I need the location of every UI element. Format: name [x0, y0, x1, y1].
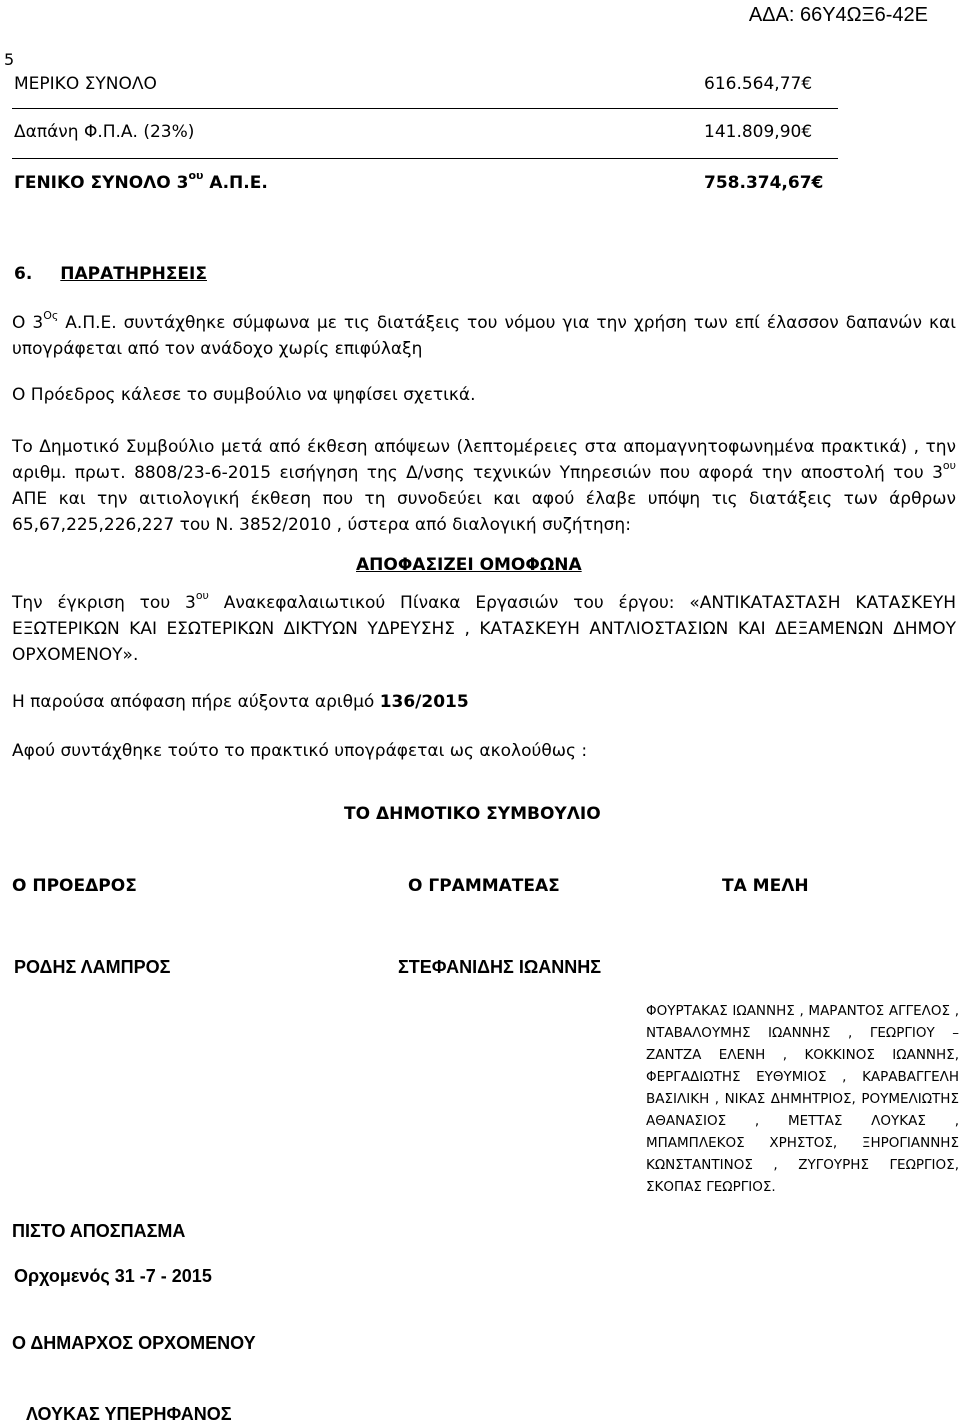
decision-number-text: Η παρούσα απόφαση πήρε αύξοντα αριθμό 136/2015	[12, 692, 469, 712]
mayor-name: ΛΟΥΚΑΣ ΥΠΕΡΗΦΑΝΟΣ	[26, 1404, 232, 1424]
council-paragraph: Το Δημοτικό Συμβούλιο μετά από έκθεση απόψεων (λεπτομέρειες στα απομαγνητοφωνημένα πρακτικά) , την αριθμ. πρωτ. 8808/23-6-2015 εισήγηση της Δ/νσης τεχνικών Υπηρεσιών που αφορά την αποστολή του $3^{o\upsilon}$ ΑΠΕ και την αιτιολογική έκθεση που τη συνοδεύει και αφού έλαβε υπόψη τις διατάξεις των άρθρων 65,67,225,226,227 του Ν. 3852/2010 , ύστερα από διαλογική συζήτηση:	[12, 437, 956, 535]
decision-heading: ΑΠΟΦΑΣΙΖΕΙ ΟΜΟΦΩΝΑ	[356, 555, 582, 575]
president-call-text: Ο Πρόεδρος κάλεσε το συμβούλιο να ψηφίσει σχετικά.	[12, 385, 476, 405]
fpa-label: Δαπάνη Φ.Π.Α. (23%)	[14, 122, 195, 142]
role-president: Ο ΠΡΟΕΔΡΟΣ	[12, 876, 137, 896]
mayor-title: Ο ΔΗΜΑΡΧΟΣ ΟΡΧΟΜΕΝΟΥ	[12, 1333, 256, 1353]
place-date: Ορχομενός 31 -7 - 2015	[14, 1266, 212, 1286]
euro-symbol: €	[801, 74, 813, 94]
true-copy-label: ΠΙΣΤΟ ΑΠΟΣΠΑΣΜΑ	[12, 1221, 186, 1241]
signing-text: Αφού συντάχθηκε τούτο το πρακτικό υπογράφεται ως ακολούθως :	[12, 741, 588, 761]
partial-total-value: 616.564,77€	[704, 74, 813, 94]
approval-paragraph: Την έγκριση του $3^{o\upsilon}$ Ανακεφαλαιωτικού Πίνακα Εργασιών του έργου: «ΑΝΤΙΚΑΤΑΣΤΑΣΗ ΚΑΤΑΣΚΕΥΗ ΕΞΩΤΕΡΙΚΩΝ ΚΑΙ ΕΣΩΤΕΡΙΚΩΝ ΔΙΚΤΥΩΝ ΥΔΡΕΥΣΗΣ , ΚΑΤΑΣΚΕΥΗ ΑΝΤΛΙΟΣΤΑΣΙΩΝ ΚΑΙ ΔΕΞΑΜΕΝΩΝ ΔΗΜΟΥ ΟΡΧΟΜΕΝΟΥ».	[12, 589, 957, 665]
table-rule	[12, 108, 838, 109]
euro-symbol: €	[811, 173, 824, 193]
president-name: ΡΟΔΗΣ ΛΑΜΠΡΟΣ	[14, 957, 171, 977]
remarks-paragraph: Ο $3^{O\varsigma}$ Α.Π.Ε. συντάχθηκε σύμφωνα με τις διατάξεις του νόμου για την χρήση των επί έλασσον δαπανών και υπογράφεται από τον ανάδοχο χωρίς επιφύλαξη	[12, 309, 956, 359]
euro-symbol: €	[801, 122, 813, 142]
section-heading: 6. ΠΑΡΑΤΗΡΗΣΕΙΣ	[14, 264, 207, 284]
grand-total-value: 758.374,67€	[704, 173, 824, 193]
table-rule	[12, 158, 838, 159]
fpa-value: 141.809,90€	[704, 122, 813, 142]
council-title: ΤΟ ΔΗΜΟΤΙΚΟ ΣΥΜΒΟΥΛΙΟ	[344, 804, 601, 824]
role-secretary: Ο ΓΡΑΜΜΑΤΕΑΣ	[408, 876, 560, 896]
ada-code: ΑΔΑ: 66Υ4ΩΞ6-42Ε	[748, 4, 928, 26]
secretary-name: ΣΤΕΦΑΝΙΔΗΣ ΙΩΑΝΝΗΣ	[398, 957, 602, 977]
grand-total-label: ΓΕΝΙΚΟ ΣΥΝΟΛΟ $3^{o\upsilon}$ Α.Π.Ε.	[14, 169, 268, 193]
partial-total-label: ΜΕΡΙΚΟ ΣΥΝΟΛΟ	[14, 74, 157, 94]
page-number: 5	[4, 50, 15, 69]
members-list: ΦΟΥΡΤΑΚΑΣ ΙΩΑΝΝΗΣ , ΜΑΡΑΝΤΟΣ ΑΓΓΕΛΟΣ , ΝΤΑΒΑΛΟΥΜΗΣ ΙΩΑΝΝΗΣ , ΓΕΩΡΓΙΟΥ – ΖΑΝΤΖΑ ΕΛΕΝΗ , ΚΟΚΚΙΝΟΣ ΙΩΑΝΝΗΣ, ΦΕΡΓΑΔΙΩΤΗΣ ΕΥΘΥΜΙΟΣ , ΚΑΡΑΒΑΓΓΕΛΗ ΒΑΣΙΛΙΚΗ , ΝΙΚΑΣ ΔΗΜΗΤΡΙΟΣ, ΡΟΥΜΕΛΙΩΤΗΣ ΑΘΑΝΑΣΙΟΣ , ΜΕΤΤΑΣ ΛΟΥΚΑΣ , ΜΠΑΜΠΛΕΚΟΣ ΧΡΗΣΤΟΣ, ΞΗΡΟΓΙΑΝΝΗΣ ΚΩΝΣΤΑΝΤΙΝΟΣ , ΖΥΓΟΥΡΗΣ ΓΕΩΡΓΙΟΣ, ΣΚΟΠΑΣ ΓΕΩΡΓΙΟΣ.	[646, 1003, 959, 1195]
role-members: ΤΑ ΜΕΛΗ	[722, 876, 809, 896]
decision-number: 136/2015	[379, 692, 469, 712]
